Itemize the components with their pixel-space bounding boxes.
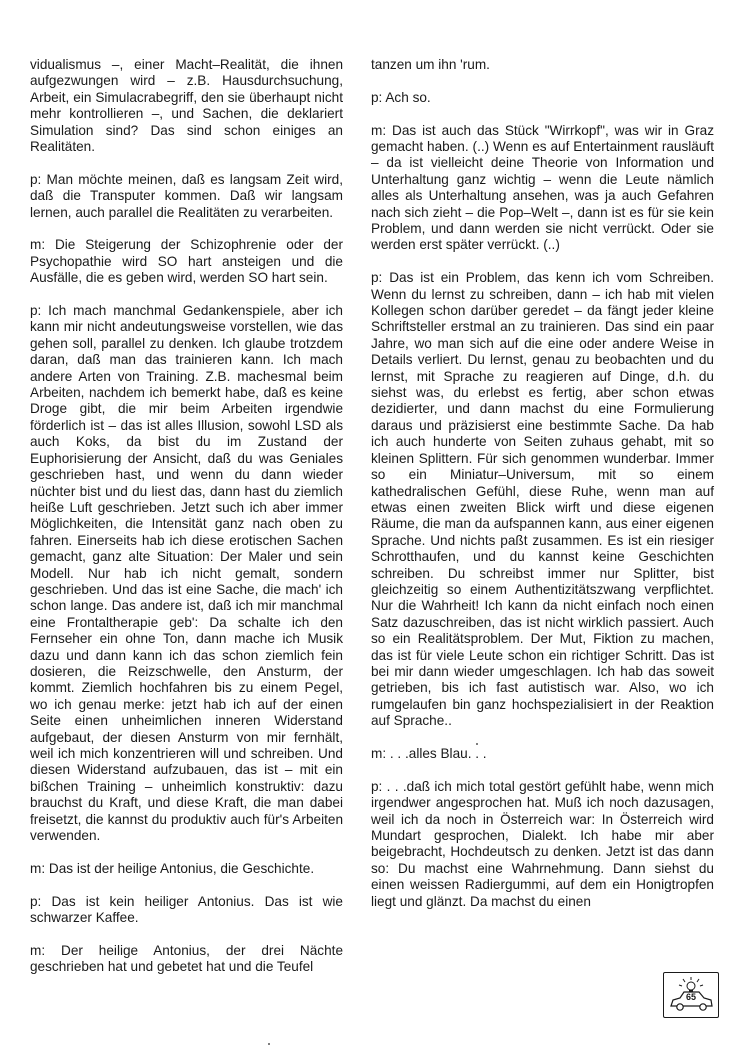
paragraph: m: Das ist auch das Stück "Wirrkopf", was wir in Graz gemacht haben. (..) Wenn es auf Entertainment rausläuft – da ist vielleicht deine Theorie von Information und Unterhaltung ganz wichtig – wenn die Leute nämlich alles als Unterhaltung ansehen, was ja auch Gefahren nach sich zieht – die Pop–Welt –, dann ist es für sie kein Problem, und dann werden sie nicht verrückt. Oder sie werden erst später verrückt. (..) xyxy=(371,122,714,253)
paragraph: m: Das ist der heilige Antonius, die Geschichte. xyxy=(30,860,315,876)
right-column xyxy=(371,57,714,910)
left-column xyxy=(30,57,343,976)
paragraph: p: Das ist ein Problem, das kenn ich vom Schreiben. Wenn du lernst zu schreiben, dann – ich hab mit vielen Kollegen schon darüber geredet – da fängt jeder kleine Schriftsteller erstmal an zu trainieren. Das sind ein paar Jahre, wo man sich auf die eine oder andere Weise in Details verliert. Du lernst, genau zu beobachten und du lernst, mit Sprache zu reagieren auf Dinge, d.h. du siehst was, du erlebst es fertig, aber schon etwas dezidierter, und dann machst du eine Formulierung daraus und präzisierst eine bestimmte Sache. Da hab ich auch hunderte von Seiten zuhaus gehabt, mit so kleinen Splittern. Für sich genommen wunderbar. Immer so ein Miniatur–Universum, mit so einem kathedralischen Gefühl, diese Ruhe, wenn man auf etwas einen zweiten Blick wirft und diese eigenen Räume, die man da aufspannen kann, aus einer eigenen Sprache. Und nichts paßt zusammen. Es ist ein riesiger Schrotthaufen, und du kannst keine Geschichten schreiben. Du schreibst immer nur Splitter, bist gleichzeitig so einem Authentizitätszwang verpflichtet. Nur die Wahrheit! Ich kann da nicht einfach noch einen Satz dazuschreiben, das ist nicht wirklich passiert. Auch so ein Realitätsproblem. Der Mut, Fiktion zu machen, das ist für viele Leute schon ein richtiger Schritt. Das ist bei mir dann wieder umgeschlagen. Ich hab das soweit getrieben, bis ich fast autistisch war. Also, wo ich rumgelaufen bin ganz hochspezialisiert in der Reaktion auf Sprache.. xyxy=(371,270,714,729)
paragraph: m: . . .alles Blau. . . xyxy=(371,746,487,761)
paragraph: m: Der heilige Antonius, der drei Nächte geschrieben hat und gebetet hat und die Teufel xyxy=(30,942,343,975)
paragraph: p: Ich mach manchmal Gedankenspiele, aber ich kann mir nicht andeutungsweise vorstellen, wie das gehen soll, parallel zu denken. Ich glaube trotzdem daran, daß man das trainieren kann. Ich mach andere Arten von Training. Z.B. machesmal beim Arbeiten, nachdem ich bemerkt habe, daß es keine Droge gibt, die mir beim Arbeiten irgendwie förderlich ist – das ist alles Illusion, sowohl LSD als auch Koks, da bist du im Zustand der Euphorisierung der Ansicht, daß du was Geniales geschrieben hast, und wenn du dann wieder nüchter bist und du liest das, dann hast du ziemlich heiße Luft geschrieben. Jetzt such ich aber immer Möglichkeiten, die Intensität ganz nach oben zu fahren. Einerseits hab ich diese erotischen Sachen gemacht, ganz alte Situation: Der Maler und sein Modell. Nur hab ich nicht gemalt, sondern geschrieben. Und das ist eine Sache, die mach' ich schon lange. Das andere ist, daß ich mir manchmal eine Frontaltherapie geb': Da schalte ich den Fernseher ein ohne Ton, dann mache ich Musik dazu und dann kann ich das schon ziemlich fein dosieren, die Reizschwelle, den Ansturm, der kommt. Ziemlich hochfahren bis zu einem Pegel, wo ich genau merke: jetzt hab ich auf der einen Seite einen unheimlichen inneren Widerstand aufgebaut, der diesen Ansturm von mir fernhält, weil ich mich konzentrieren will und schreiben. Und diesen Widerstand aufzubauen, das ist – mit ein bißchen Training – unheimlich konstruktiv: dazu brauchst du Kraft, und diese Kraft, die man dabei freisetzt, die kannst du produktiv auch für's Arbeiten verwenden. xyxy=(30,303,343,844)
print-speck xyxy=(268,1043,270,1045)
paragraph: m: Die Steigerung der Schizophrenie oder der Psychopathie wird SO hart ansteigen und die Ausfälle, die es geben wird, werden SO hart sein. xyxy=(30,237,343,286)
page-number-badge xyxy=(663,972,719,1018)
paragraph: p: Man möchte meinen, daß es langsam Zeit wird, daß die Transputer kommen. Daß wir langsam lernen, auch parallel die Realitäten zu verarbeiten. xyxy=(30,171,343,220)
paragraph: p: . . .daß ich mich total gestört gefühlt habe, wenn mich irgendwer angesprochen hat. Muß ich noch dazusagen, weil ich da noch in Österreich war: In Österreich wird Mundart gesprochen, Dialekt. Ich habe mir aber beigebracht, Hochdeutsch zu denken. Jetzt ist das dann so: Du machst eine Wahrnehmung. Dann siehst du einen weissen Radiergummi, auf dem ein Honigtropfen liegt und glänzt. Da machst du einen xyxy=(371,778,714,909)
paragraph: tanzen um ihn 'rum. xyxy=(371,57,490,72)
paragraph: vidualismus –, einer Macht–Realität, die ihnen aufgezwungen wird – z.B. Hausdurchsuchung, Arbeit, ein Simulacrabegriff, den sie überhaupt nicht mehr kontrollieren –, und Sachen, die deklariert Simulation sind? Das sind schon einiges an Realitäten. xyxy=(30,57,343,155)
paragraph: p: Das ist kein heiliger Antonius. Das ist wie schwarzer Kaffee. xyxy=(30,893,343,926)
paragraph: p: Ach so. xyxy=(371,89,431,105)
page-number: 65 xyxy=(685,992,696,1002)
print-speck xyxy=(476,743,478,745)
